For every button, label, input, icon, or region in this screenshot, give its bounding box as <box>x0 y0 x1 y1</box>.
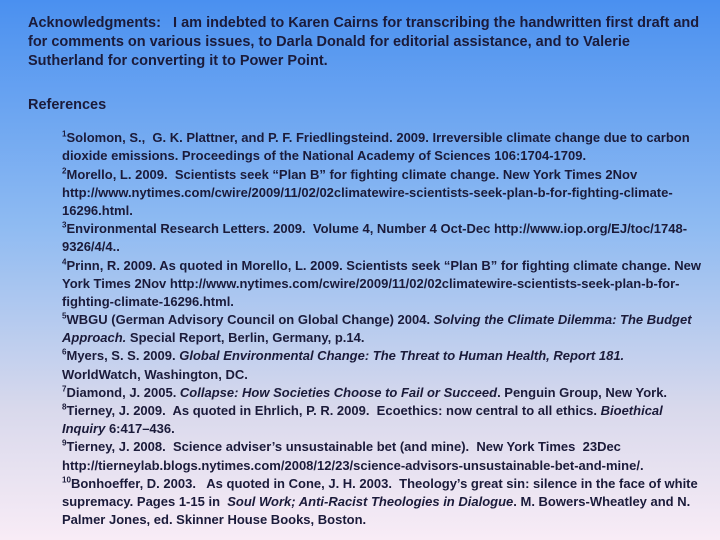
references-heading: References <box>28 97 107 114</box>
reference-text: . Penguin Group, New York. <box>497 384 668 400</box>
reference-item <box>62 438 704 474</box>
reference-item <box>62 347 704 383</box>
reference-text: Solomon, S., G. K. Plattner, and P. F. Friedlingsteind. 2009. Irreversible climate change due to carbon dioxide emissions. Proceedings of the National Academy of Sciences 106:1704-1709. <box>62 130 694 164</box>
reference-text: . M. Bowers-Wheatley and N. Palmer Jones, ed. Skinner House Books, Boston. <box>62 493 694 528</box>
reference-item <box>62 311 704 347</box>
reference-number: 10 <box>62 475 71 485</box>
reference-number: 4 <box>62 257 67 267</box>
reference-text: Bonhoeffer, D. 2003. As quoted in Cone, J. H. 2003. Theology’s great sin: silence in the face of white supremacy. Pages 1-15 in <box>62 475 702 509</box>
reference-number: 7 <box>62 384 67 394</box>
reference-text: WBGU (German Advisory Council on Global Change) 2004. <box>66 312 434 328</box>
reference-text: Prinn, R. 2009. As quoted in Morello, L. 2009. Scientists seek “Plan B” for fighting climate change. New York Times 2Nov http://www.nytimes.com/cwire/2009/11/02/02climatewire-scientists-seek-plan-b-for-fighting-climate-16296.html. <box>62 257 705 309</box>
references-list <box>62 129 704 529</box>
reference-item <box>62 220 704 256</box>
reference-number: 3 <box>62 220 67 230</box>
reference-text: Morello, L. 2009. Scientists seek “Plan B” for fighting climate change. New York Times 2Nov http://www.nytimes.com/cwire/2009/11/02/02climatewire-scientists-seek-plan-b-for-fighting-climate-16296.html. <box>62 166 673 218</box>
reference-text: Solving the Climate Dilemma: The Budget Approach. <box>62 312 695 346</box>
reference-text: Global Environmental Change: The Threat to Human Health, Report 181. <box>179 348 625 364</box>
reference-number: 8 <box>62 402 67 412</box>
reference-text: Diamond, J. 2005. <box>66 384 180 400</box>
reference-number: 6 <box>62 348 67 358</box>
reference-number: 9 <box>62 439 67 449</box>
reference-text: WorldWatch, Washington, DC. <box>62 348 628 382</box>
reference-text: Bioethical Inquiry <box>62 403 667 437</box>
reference-number: 2 <box>62 166 67 176</box>
reference-text: Environmental Research Letters. 2009. Volume 4, Number 4 Oct-Dec http://www.iop.org/EJ/toc/1748-9326/4/4.. <box>62 221 688 255</box>
reference-item <box>62 257 704 312</box>
reference-text: Special Report, Berlin, Germany, p.14. <box>126 330 365 346</box>
reference-item <box>62 475 704 530</box>
reference-item <box>62 166 704 221</box>
reference-text: 6:417–436. <box>105 421 175 437</box>
reference-text: Soul Work; Anti-Racist Theologies in Dialogue <box>227 493 514 509</box>
reference-text: Tierney, J. 2009. As quoted in Ehrlich, P. R. 2009. Ecoethics: now central to all ethics. <box>66 403 601 419</box>
acknowledgments-text: Acknowledgments: I am indebted to Karen Cairns for transcribing the handwritten first draft and for comments on various issues, to Darla Donald for editorial assistance, and to Valerie Sutherland for converting it to Power Point. <box>28 15 704 70</box>
reference-text: Myers, S. S. 2009. <box>66 348 180 364</box>
reference-item <box>62 402 704 438</box>
reference-text: Collapse: How Societies Choose to Fail or Succeed <box>179 384 498 400</box>
reference-item <box>62 129 704 165</box>
reference-text: Tierney, J. 2008. Science adviser’s unsustainable bet (and mine). New York Times 23Dec http://tierneylab.blogs.nytimes.com/2008/12/23/science-advisors-unsustainable-bet-and-mine/. <box>62 439 644 473</box>
reference-item <box>62 384 704 402</box>
reference-number: 1 <box>62 129 67 139</box>
reference-number: 5 <box>62 311 67 321</box>
